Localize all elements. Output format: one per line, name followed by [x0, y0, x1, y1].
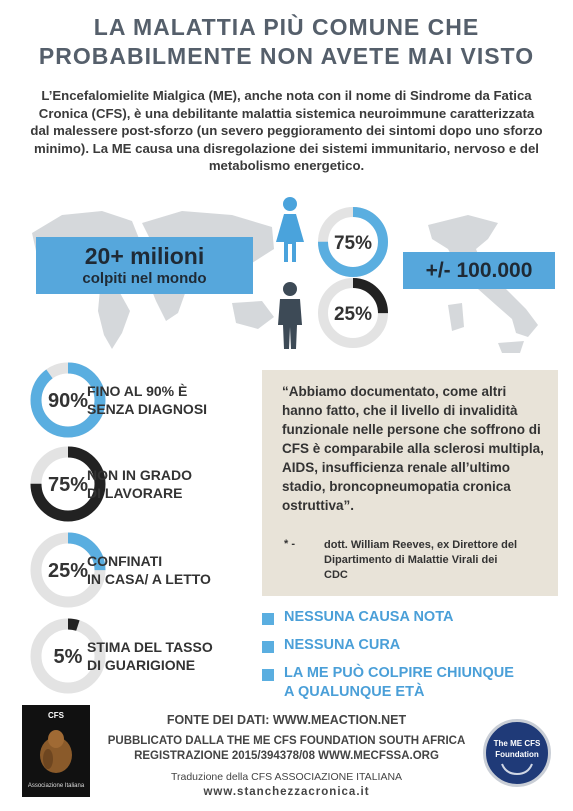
quote-mark: * -: [284, 538, 295, 550]
stat-label-line-2: SENZA DIAGNOSI: [87, 401, 208, 417]
footer-translation: Traduzione della CFS ASSOCIAZIONE ITALIANA: [170, 771, 403, 783]
bullet-text-line-1: NESSUNA CAUSA NOTA: [284, 609, 454, 625]
sculpture-icon: [34, 725, 78, 775]
stat-label-line-2: DI LAVORARE: [87, 485, 183, 501]
footer-website: www.stanchezzacronica.it: [203, 786, 370, 798]
bullet-square: [262, 641, 274, 653]
quote-box: [262, 370, 558, 596]
stat-item: [28, 444, 268, 524]
stat-item: [28, 530, 268, 610]
quote-author: dott. William Reeves, ex Direttore del Dipartimento di Malattie Virali dei CDC: [324, 539, 518, 581]
female-icon: [275, 196, 305, 262]
stat-label-line-1: NON IN GRADO: [87, 467, 192, 483]
footer-published-2: REGISTRAZIONE 2015/394378/08 WWW.MECFSSA.ORG: [134, 750, 439, 762]
footer-published-1: PUBBLICATO DALLA THE ME CFS FOUNDATION SOUTH AFRICA: [107, 735, 466, 747]
bullet-square: [262, 613, 274, 625]
foundation-logo-line-2: Foundation: [495, 750, 539, 759]
stat-label-line-1: CONFINATI: [87, 553, 163, 569]
bullet-list: [262, 608, 558, 708]
stat-percent: 75%: [47, 474, 89, 496]
page-title-line-2: PROBABILMENTE NON AVETE MAI VISTO: [38, 43, 535, 69]
bullet-square: [262, 669, 274, 681]
foundation-logo: [483, 719, 551, 787]
male-percent: 25%: [333, 304, 373, 325]
male-ring: [316, 276, 390, 350]
cfs-logo-top-text: CFS: [48, 711, 64, 720]
stats-list: [28, 360, 268, 673]
bullet-text-line-1: LA ME PUÒ COLPIRE CHIUNQUE: [284, 665, 514, 681]
stat-label-line-2: DI GUARIGIONE: [87, 657, 196, 673]
italy-stat-box: +/- 100.000: [403, 252, 555, 289]
cfs-logo-bottom-text: Associazione Italiana: [27, 783, 85, 789]
stat-percent: 25%: [47, 560, 89, 582]
intro-paragraph: L’Encefalomielite Mialgica (ME), anche nota con il nome di Sindrome da Fatica Cronica (CFS), è una debilitante malattia sistemica neuroimmune caratterizzata dal malessere post-sforzo (un severo peggioramento dei sintomi dopo uno sforzo minimo). La ME causa una disregolazione dei sistemi immunitario, nervoso e del metabolismo energetico.: [30, 88, 543, 173]
page-title-line-1: LA MALATTIA PIÙ COMUNE CHE: [93, 14, 480, 40]
stat-percent: 5%: [53, 646, 83, 668]
stat-label-line-1: STIMA DEL TASSO: [87, 639, 213, 655]
female-ring: [316, 205, 390, 279]
cfs-logo: [22, 705, 90, 797]
foundation-logo-line-1: The ME CFS: [493, 739, 541, 748]
stat-item: [28, 360, 268, 440]
stat-percent: 90%: [47, 390, 89, 412]
world-stat-caption: colpiti nel mondo: [82, 270, 207, 287]
world-stat-box: [36, 237, 253, 294]
bullet-text-line-2: A QUALUNQUE ETÀ: [284, 684, 425, 700]
female-percent: 75%: [333, 233, 373, 254]
stat-label-line-1: FINO AL 90% È: [87, 383, 188, 399]
male-icon: [276, 281, 304, 349]
footer-source: FONTE DEI DATI: WWW.MEACTION.NET: [166, 713, 407, 727]
hands-icon: [500, 762, 534, 776]
stat-label-line-2: IN CASA/ A LETTO: [87, 571, 211, 587]
stat-item: [28, 616, 268, 696]
world-stat-value: 20+ milioni: [84, 243, 205, 269]
quote-text: “Abbiamo documentato, come altri hanno fatto, che il livello di invalidità funzionale nelle persone che soffrono di CFS è comparabile alla sclerosi multipla, AIDS, insufficienza renale all’ultimo stadio, broncopneumopatia cronica ostruttiva”.: [282, 384, 544, 513]
bullet-text-line-1: NESSUNA CURA: [284, 637, 401, 653]
